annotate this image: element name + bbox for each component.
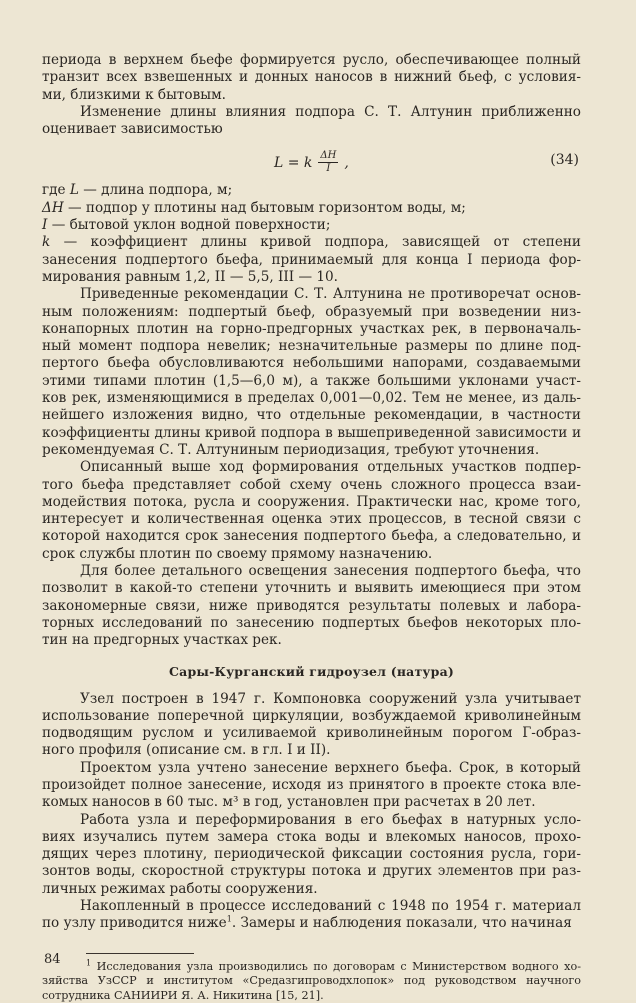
definition-item xyxy=(42,200,581,217)
paragraph-altunin-intro: Изменение длины влияния подпора С. Т. Алтунин приближенно оценивает зависимостью xyxy=(42,103,581,138)
footnote-divider xyxy=(86,953,194,954)
definition-text: — бытовой уклон водной поверхности; xyxy=(47,217,331,234)
definition-item xyxy=(42,234,581,286)
equation-number: (34) xyxy=(550,152,579,169)
definition-symbol: I xyxy=(42,217,48,234)
paragraph-accumulated-text: Накопленный в процессе исследований с 1948 по 1954 г. материал по узлу приводится ниже xyxy=(42,898,581,932)
formula-numerator: ΔH xyxy=(320,150,337,162)
definition-item xyxy=(42,182,581,199)
paragraph-observations: Работа узла и переформирования в его бьефах в натурных усло- виях изучались путем замера стока воды и влекомых наносов, прохо- дящих через плотину, периодической фиксации состояния русла, гори- зонтов воды, скоростной структуры потока и других элементов при раз- личных режимах работы сооружения. xyxy=(42,811,581,897)
definition-text: — длина подпора, м; xyxy=(78,182,233,199)
equation-34 xyxy=(42,140,581,180)
footnote-marker: 1 xyxy=(86,957,92,967)
formula-lhs: L = k xyxy=(274,154,313,171)
where-word: где xyxy=(42,182,66,199)
definition-text: — подпор у плотины над бытовым горизонтом воды, м; xyxy=(63,199,466,216)
formula-denominator: I xyxy=(326,163,331,175)
formula-tail: , xyxy=(344,154,349,171)
section-heading: Сары-Курганский гидроузел (натура) xyxy=(169,663,454,679)
paragraph-detail: Для более детального освещения занесения подпертого бьефа, что позволит в какой-то степени уточнить и выявить имеющиеся при этом закономерные связи, ниже приводятся результаты полевых и лабора- торных исследований по занесению подпертых бьефов некоторых пло- тин на предгорных участках рек. xyxy=(42,563,581,649)
formula-fraction xyxy=(318,150,338,175)
definition-symbol: k xyxy=(42,234,51,251)
footnote-text: Исследования узла производились по договорам с Министерством водного хо- зяйства УзССР и институтом «Средазгипроводхлопок» под руководством научного сотрудника САНИИРИ Я. А. Никитина [15, 21]. xyxy=(42,959,581,1002)
paragraph-recommendations: Приведенные рекомендации С. Т. Алтунина не противоречат основ- ным положениям: подпертый бьеф, образуемый при возведении низ- конапорных плотин на горно-предгорных участках рек, в первоначаль- ный момент подпора невелик; незначительные размеры по длине под- пертого бьефа обусловливаются небольшими напорами, создаваемыми этими типами плотин (1,5—6,0 м), а также большими уклонами участ- ков рек, изменяющимися в пределах 0,001—0,02. Тем не менее, из даль- нейшего изложения видно, что отдельные рекомендации, в частности коэффициенты длины кривой подпора в вышеприведенной зависимости и рекомендуемая С. Т. Алтуниным периодизация, требуют уточнения. xyxy=(42,286,581,458)
page-number: 84 xyxy=(44,952,61,967)
definition-symbol: L xyxy=(69,182,79,199)
footnote-ref[interactable]: 1 xyxy=(226,914,232,924)
definition-symbol: ΔH xyxy=(42,199,64,216)
paragraph-accumulated xyxy=(42,898,581,933)
formula-expression xyxy=(274,150,349,175)
paragraph-project: Проектом узла учтено занесение верхнего бьефа. Срок, в который произойдет полное занесение, исходя из принятого в проекте стока вле- комых наносов в 60 тыс. м³ в год, установлен при расчетах в 20 лет. xyxy=(42,759,581,811)
paragraph-process: Описанный выше ход формирования отдельных участков подпер- того бьефа представляет собой схему очень сложного процесса взаи- модействия потока, русла и сооружения. Практически нас, кроме того, интересует и количественная оценка этих процессов, в тесной связи с которой находится срок занесения подпертого бьефа, а следовательно, и срок службы плотин по своему прямому назначению. xyxy=(42,459,581,562)
paragraph-continuation: периода в верхнем бьефе формируется русло, обеспечивающее полный транзит всех взвешенных и донных наносов в нижний бьеф, с условия- ми, близкими к бытовым. xyxy=(42,52,581,103)
paragraph-node-built: Узел построен в 1947 г. Компоновка сооружений узла учитывает использование поперечной циркуляции, возбуждаемой криволинейным подводящим руслом и усиливаемой криволинейным порогом Г-образ- ного профиля (описание см. в гл. I и II). xyxy=(42,690,581,759)
paragraph-accumulated-tail: . Замеры и наблюдения показали, что начиная xyxy=(231,915,572,932)
definitions-list xyxy=(42,182,581,286)
definition-text: — коэффициент длины кривой подпора, зависящей от степени занесения подпертого бьефа, принимаемый для конца I периода фор- мирования равным 1,2, II — 5,5, III — 10. xyxy=(42,234,581,285)
definition-item xyxy=(42,217,581,234)
